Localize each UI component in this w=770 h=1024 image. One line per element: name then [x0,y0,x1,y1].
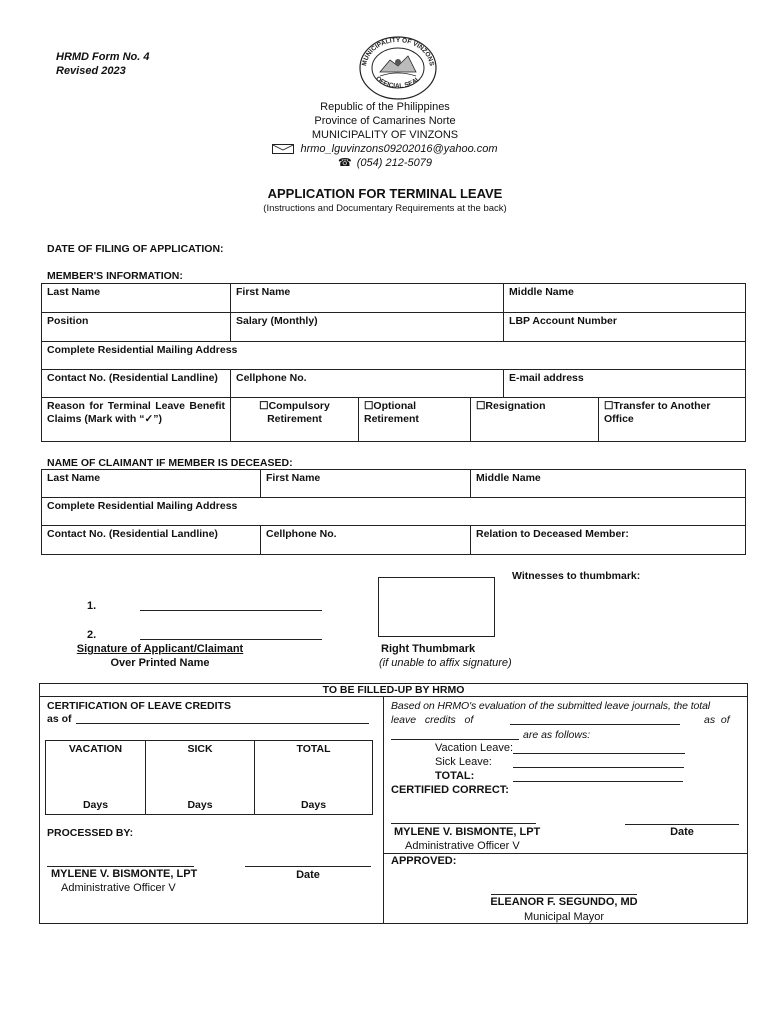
processed-by-label: PROCESSED BY: [47,827,134,839]
optional-retirement-checkbox[interactable]: ☐Optional Retirement [359,398,471,442]
position-field[interactable]: Position [42,313,231,342]
vacation-leave-label: Vacation Leave: [435,742,514,754]
thumbmark-box[interactable] [378,577,495,637]
signature-label: Signature of Applicant/Claimant [76,643,244,655]
member-info-table [41,283,746,398]
hrmo-column-divider [383,696,384,924]
salary-field[interactable]: Salary (Monthly) [231,313,504,342]
leave-credits-table [45,740,373,815]
total-leave-label: TOTAL: [435,770,475,782]
mayor-title: Municipal Mayor [523,911,605,923]
resignation-checkbox[interactable]: ☐Resignation [471,398,599,442]
claimant-landline-field[interactable]: Contact No. (Residential Landline) [42,526,261,555]
witness-1-line[interactable] [140,598,322,611]
as-of-field[interactable] [76,712,369,724]
witness-2-label: 2. [87,629,97,641]
claimant-table [41,469,746,555]
certified-signature-line[interactable] [391,823,536,824]
as-of-label: as of [47,713,72,725]
vacation-leave-field[interactable] [513,742,685,754]
approved-divider [383,853,748,854]
claimant-address-field[interactable]: Complete Residential Mailing Address [42,498,746,526]
cert-title: CERTIFICATION OF LEAVE CREDITS [47,700,231,712]
certified-date-line[interactable] [625,824,739,825]
hrmo-title: TO BE FILLED-UP BY HRMO [322,684,465,696]
evaluation-text-3: are as follows: [523,729,591,741]
member-email-field[interactable]: E-mail address [504,370,746,398]
compulsory-retirement-checkbox[interactable]: ☐Compulsory Retirement [231,398,359,442]
sick-leave-label: Sick Leave: [435,756,492,768]
total-cell[interactable]: TOTAL Days [255,741,373,815]
member-last-name-field[interactable]: Last Name [42,284,231,313]
witness-1-label: 1. [87,600,97,612]
claimant-last-name-field[interactable]: Last Name [42,470,261,498]
vacation-cell[interactable]: VACATION Days [46,741,146,815]
claimant-cellphone-field[interactable]: Cellphone No. [261,526,471,555]
member-middle-name-field[interactable]: Middle Name [504,284,746,313]
email-icon [272,144,294,154]
member-cellphone-field[interactable]: Cellphone No. [231,370,504,398]
form-title: APPLICATION FOR TERMINAL LEAVE [267,186,503,201]
member-landline-field[interactable]: Contact No. (Residential Landline) [42,370,231,398]
processed-officer-name: MYLENE V. BISMONTE, LPT [51,868,198,880]
relation-field[interactable]: Relation to Deceased Member: [471,526,746,555]
signature-sub-label: Over Printed Name [110,657,210,669]
claimant-section-title: NAME OF CLAIMANT IF MEMBER IS DECEASED: [47,457,293,469]
certified-officer-name: MYLENE V. BISMONTE, LPT [394,826,541,838]
evaluation-text-1: Based on HRMO's evaluation of the submitted leave journals, the total [391,700,711,712]
witnesses-label: Witnesses to thumbmark: [512,570,641,582]
claimant-middle-name-field[interactable]: Middle Name [471,470,746,498]
phone-icon: ☎ [338,157,352,169]
witness-2-line[interactable] [140,627,322,640]
hrmo-divider [39,696,748,697]
approved-label: APPROVED: [391,855,457,867]
processed-date-label: Date [296,869,320,881]
form-subtitle: (Instructions and Documentary Requirements at the back) [263,203,507,214]
thumbmark-sub-label: (if unable to affix signature) [379,657,512,669]
sick-cell[interactable]: SICK Days [146,741,255,815]
credits-as-of-field[interactable] [391,728,519,740]
total-credits-field[interactable] [510,713,680,725]
official-seal-icon [356,34,440,102]
member-address-field[interactable]: Complete Residential Mailing Address [42,342,746,370]
mayor-name: ELEANOR F. SEGUNDO, MD [490,896,638,908]
mayor-signature-line[interactable] [491,894,637,895]
thumbmark-label: Right Thumbmark [381,643,476,655]
processed-officer-title: Administrative Officer V [61,882,176,894]
claimant-first-name-field[interactable]: First Name [261,470,471,498]
processed-signature-line[interactable] [47,866,194,867]
lbp-account-field[interactable]: LBP Account Number [504,313,746,342]
svg-text:OFFICIAL SEAL: OFFICIAL SEAL [374,75,422,90]
agency-header: Republic of the Philippines Province of Camarines Norte MUNICIPALITY OF VINZONS hrmo_lguvinzons09202016@yahoo.com ☎ (054) 212-5079 [235,100,535,170]
processed-date-line[interactable] [245,866,371,867]
member-first-name-field[interactable]: First Name [231,284,504,313]
date-of-filing-label: DATE OF FILING OF APPLICATION: [47,243,224,255]
certified-correct-label: CERTIFIED CORRECT: [391,784,509,796]
svg-text:MUNICIPALITY OF VINZONS: MUNICIPALITY OF VINZONS [361,36,435,67]
certified-date-label: Date [670,826,694,838]
evaluation-text-2b: as of [704,714,730,726]
reason-table [41,397,746,442]
certified-officer-title: Administrative Officer V [405,840,520,852]
form-number: HRMD Form No. 4 Revised 2023 [56,51,150,77]
evaluation-text-2a: leave credits of [391,714,474,726]
reason-label: Reason for Terminal Leave Benefit Claims (Mark with “✓”) [42,398,231,442]
sick-leave-field[interactable] [513,756,684,768]
total-leave-field[interactable] [513,770,683,782]
member-section-title: MEMBER'S INFORMATION: [47,270,183,282]
transfer-checkbox[interactable]: ☐Transfer to Another Office [599,398,746,442]
